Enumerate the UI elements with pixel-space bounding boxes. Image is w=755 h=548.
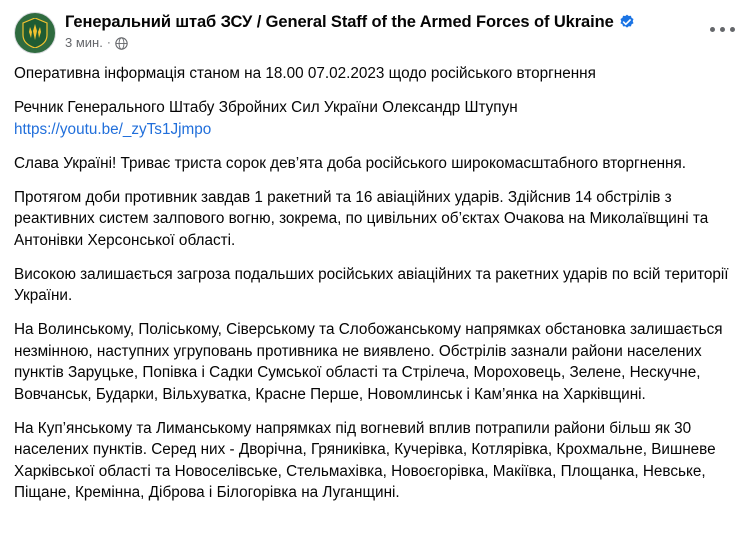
post-paragraph: Високою залишається загроза подальших російських авіаційних та ракетних ударів по всій території України. (14, 265, 729, 304)
post-paragraph: Протягом доби противник завдав 1 ракетний та 16 авіаційних ударів. Здійснив 14 обстрілів з реактивних систем залпового вогню, зокрема, по цивільних об’єктах Очакова на Миколаївщині та Антонівки Херсонської області. (14, 188, 709, 249)
post-timestamp[interactable]: 3 мин. (65, 35, 103, 50)
post-meta (65, 35, 741, 50)
dot (710, 27, 715, 32)
post-paragraph: Речник Генерального Штабу Збройних Сил України Олександр Штупун (14, 99, 518, 116)
post-paragraph: На Куп’янському та Лиманському напрямках під вогневий вплив потрапили райони більш як 30 населених пунктів. Серед них - Дворічна, Гряниківка, Кучерівка, Котлярівка, Крохмальне, Вишневе Харківської області та Новоселівське, Стельмахівка, Новоєгорівка, Макіївка, Площанка, Невське, Піщане, Кремінна, Діброва і Білогорівка на Луганщині. (14, 419, 716, 501)
dot (730, 27, 735, 32)
dot (720, 27, 725, 32)
post-body (14, 60, 741, 504)
post-author-block (65, 12, 741, 50)
youtube-link[interactable]: https://youtu.be/_zyTs1Jjmpo (14, 120, 212, 138)
globe-icon (115, 37, 128, 50)
post-paragraph: Оперативна інформація станом на 18.00 07.02.2023 щодо російського вторгнення (14, 65, 596, 82)
post-paragraph: На Волинському, Поліському, Сіверському та Слобожанському напрямках обстановка залишається незмінною, наступних угруповань противника не виявлено. Обстрілів зазнали райони населених пунктів Заруцьке, Попівка і Садки Сумської області та Стрілеча, Мороховець, Зелене, Нескучне, Вовчанськ, Бударки, Вільхуватка, Красне Перше, Новомлинськ і Кам’янка на Харківщині. (14, 321, 723, 403)
post-paragraph: Слава Україні! Триває триста сорок дев’ята доба російського широкомасштабного вторгнення. (14, 154, 687, 172)
author-name-row (65, 12, 741, 32)
ukraine-general-staff-emblem-icon (22, 18, 48, 48)
meta-separator: · (106, 35, 111, 49)
post-options-icon[interactable] (705, 18, 739, 40)
post-header (14, 10, 741, 60)
page-name[interactable]: Генеральний штаб ЗСУ / General Staff of the Armed Forces of Ukraine (65, 13, 614, 31)
post-link-paragraph (14, 119, 741, 141)
verified-badge-icon (619, 14, 635, 30)
avatar[interactable] (14, 12, 56, 54)
